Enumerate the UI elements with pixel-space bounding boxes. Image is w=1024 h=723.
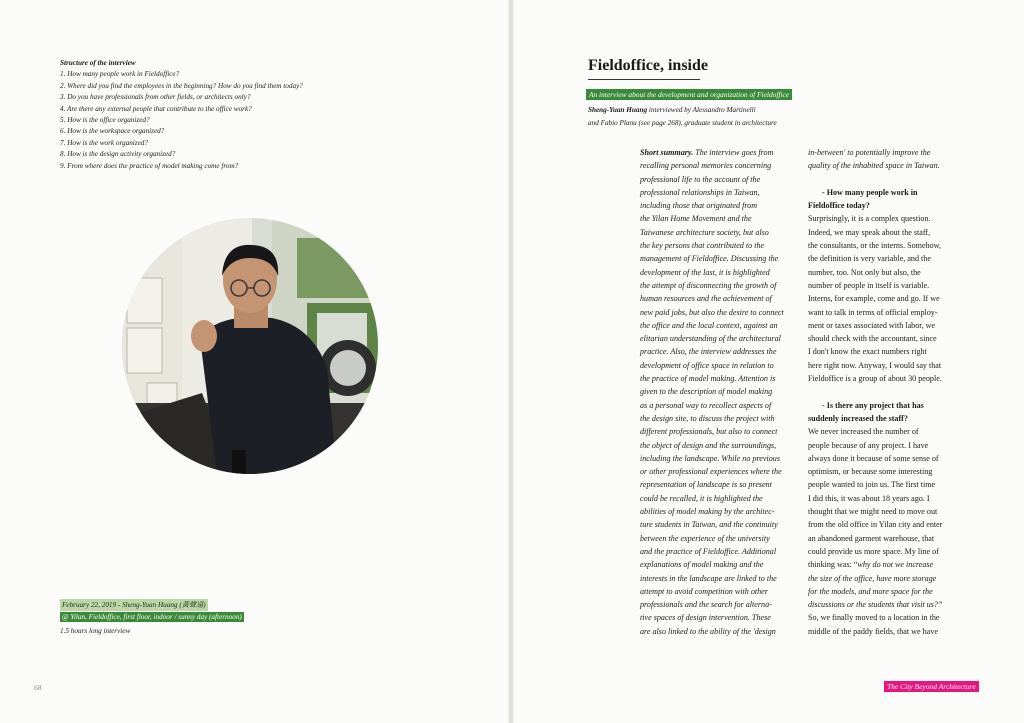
interviewee-portrait-photo <box>122 218 378 474</box>
question-item: 5. How is the office organized? <box>60 116 150 125</box>
body-line: Surprisingly, it is a complex question. <box>808 214 931 224</box>
body-line: attempt to avoid competition with other <box>640 586 768 596</box>
body-line: as a personal way to recollect aspects of <box>640 400 772 410</box>
body-line: development of office space in relation to <box>640 360 774 370</box>
question-item: 2. Where did you find the employees in the beginning? How do you find them today? <box>60 81 303 90</box>
quoted-line: the size of the office, have more storage <box>808 573 937 583</box>
interview-column <box>808 146 968 638</box>
body-line: including the landscape. While no previous <box>640 453 780 463</box>
body-line: interests in the landscape are linked to the <box>640 573 777 583</box>
body-line: abilities of model making by the architec- <box>640 507 775 517</box>
body-line: elitarian understanding of the architectural <box>640 334 781 344</box>
body-line: an abandoned garment warehouse, that <box>808 533 935 543</box>
body-line: from the old office in Yilan city and enter <box>808 520 943 530</box>
body-line: human resources and the achievement of <box>640 294 772 304</box>
body-line: always done it because of some sense of <box>808 453 939 463</box>
article-title: Fieldoffice, inside <box>588 57 708 74</box>
body-line: the office and the local context, against an <box>640 320 778 330</box>
body-line: practice. Also, the interview addresses the <box>640 347 777 357</box>
body-line: ment or taxes associated with labor, we <box>808 320 936 330</box>
book-gutter <box>508 0 514 723</box>
body-line: here right now. Anyway, I would say that <box>808 360 942 370</box>
body-line: management of Fieldoffice. Discussing the <box>640 254 779 264</box>
body-line: and the practice of Fieldoffice. Additional <box>640 546 777 556</box>
body-line: want to talk in terms of official employ- <box>808 307 938 317</box>
body-line: the practice of model making. Attention is <box>640 374 776 384</box>
question-heading: Fieldoffice today? <box>808 201 870 211</box>
question-item: 6. How is the workspace organized? <box>60 127 165 136</box>
question-item: 1. How many people work in Fieldoffice? <box>60 70 180 79</box>
body-line: in-between' to potentially improve the <box>808 148 931 157</box>
body-line: are also linked to the ability of the 'design <box>640 626 776 636</box>
body-line: number, too. Not only but also, the <box>808 267 921 277</box>
question-item: 8. How is the design activity organized? <box>60 150 176 159</box>
body-line: thinking was: “ <box>808 560 858 570</box>
body-line: optimism, or because some interesting <box>808 467 933 477</box>
body-line: We never increased the number of <box>808 427 919 437</box>
interview-length-caption: 1.5 hours long interview <box>60 627 131 635</box>
body-line: explanations of model making and the <box>640 560 764 570</box>
body-line: the design site, to discuss the project with <box>640 413 775 423</box>
question-item: 4. Are there any external people that contribute to the office work? <box>60 104 252 113</box>
question-item: 3. Do you have professionals from other fields, or architects only? <box>60 93 251 102</box>
body-line: professional life to the account of the <box>640 174 761 184</box>
title-underline <box>588 79 700 80</box>
body-line: between the experience of the university <box>640 533 770 543</box>
book-title-tag: The City Beyond Architecture <box>884 681 979 692</box>
body-line: Taiwanese architecture society, but also <box>640 227 769 237</box>
structure-title: Structure of the interview <box>60 59 136 67</box>
body-line: development of the last, it is highlighted <box>640 267 770 277</box>
summary-line: The interview goes from <box>693 148 774 157</box>
body-line: Indeed, we may speak about the staff, <box>808 227 931 237</box>
body-line: tive spaces of design intervention. These <box>640 613 771 623</box>
body-line: quality of the inhabited space in Taiwan. <box>808 161 940 171</box>
article-credits <box>588 104 777 130</box>
body-line: people because of any project. I have <box>808 440 929 450</box>
quoted-line: for the models, and more space for the <box>808 586 933 596</box>
body-line: new paid jobs, but also the desire to connect <box>640 307 784 317</box>
credit-line1: interviewed by Alessandro Martinelli <box>647 106 756 114</box>
body-line: representation of landscape is so present <box>640 480 772 490</box>
body-line: could be recalled, it is highlighted the <box>640 493 763 503</box>
body-line: I did this, it was about 18 years ago. I <box>808 493 930 503</box>
body-line: the definition is very variable, and the <box>808 254 931 264</box>
body-line: Interns, for example, come and go. If we <box>808 294 940 304</box>
question-item: 7. How is the work organized? <box>60 138 148 147</box>
question-heading: - Is there any project that has <box>822 400 924 410</box>
body-line: the object of design and the surroundings, <box>640 440 777 450</box>
body-line: the Yilan Home Movement and the <box>640 214 752 224</box>
question-item: 9. From where does the practice of model making come from? <box>60 161 239 170</box>
body-line: the consultants, or the interns. Somehow, <box>808 241 942 251</box>
interview-location-caption: @ Yilan, Fieldoffice, first floor, indoor / sunny day (afternoon) <box>62 613 242 621</box>
body-line: the key persons that contributed to the <box>640 241 765 251</box>
body-line: professionals and the search for alterna- <box>640 600 772 610</box>
credit-name: Sheng-Yuan Huang <box>588 106 648 114</box>
quoted-line: discussions or the students that visit us?” <box>808 600 943 610</box>
page-number: 68 <box>34 683 42 692</box>
question-heading: suddenly increased the staff? <box>808 413 908 423</box>
question-heading: - How many people work in <box>822 187 918 197</box>
body-line: should check with the accountant, since <box>808 334 937 344</box>
body-line: middle of the paddy fields, that we have <box>808 626 938 636</box>
body-line: ture students in Taiwan, and the continuity <box>640 520 778 530</box>
body-line: thought that we might need to move out <box>808 507 938 517</box>
credit-line2: and Fabio Planu (see page 268), graduate student in architecture <box>588 119 777 127</box>
body-line: people wanted to join us. The first time <box>808 480 936 490</box>
body-line: the attempt of disconnecting the growth of <box>640 280 777 290</box>
body-line: I don't know the exact numbers right <box>808 347 927 357</box>
summary-label: Short summary. <box>640 148 694 157</box>
body-line: different professionals, but also to connect <box>640 427 778 437</box>
body-line: Fieldoffice is a group of about 30 people. <box>808 374 942 384</box>
body-line: could provide us more space. My line of <box>808 546 939 556</box>
article-subtitle: An interview about the development and organization of Fieldoffice <box>586 89 792 100</box>
body-line: So, we finally moved to a location in the <box>808 613 940 623</box>
interview-date-caption: February 22, 2019 - Sheng-Yuan Huang (黃聲遠) <box>62 601 206 609</box>
body-line: recalling personal memories concerning <box>640 161 772 171</box>
body-line: or other professional experiences where the <box>640 467 782 477</box>
interview-structure <box>60 58 303 172</box>
body-line: given to the description of model making <box>640 387 773 397</box>
body-line: professional relationships in Taiwan, <box>640 187 760 197</box>
body-line: including those that originated from <box>640 201 758 211</box>
quoted-line: why do not we increase <box>857 560 934 570</box>
summary-column <box>640 146 800 638</box>
body-line: number of people in itself is variable. <box>808 280 930 290</box>
